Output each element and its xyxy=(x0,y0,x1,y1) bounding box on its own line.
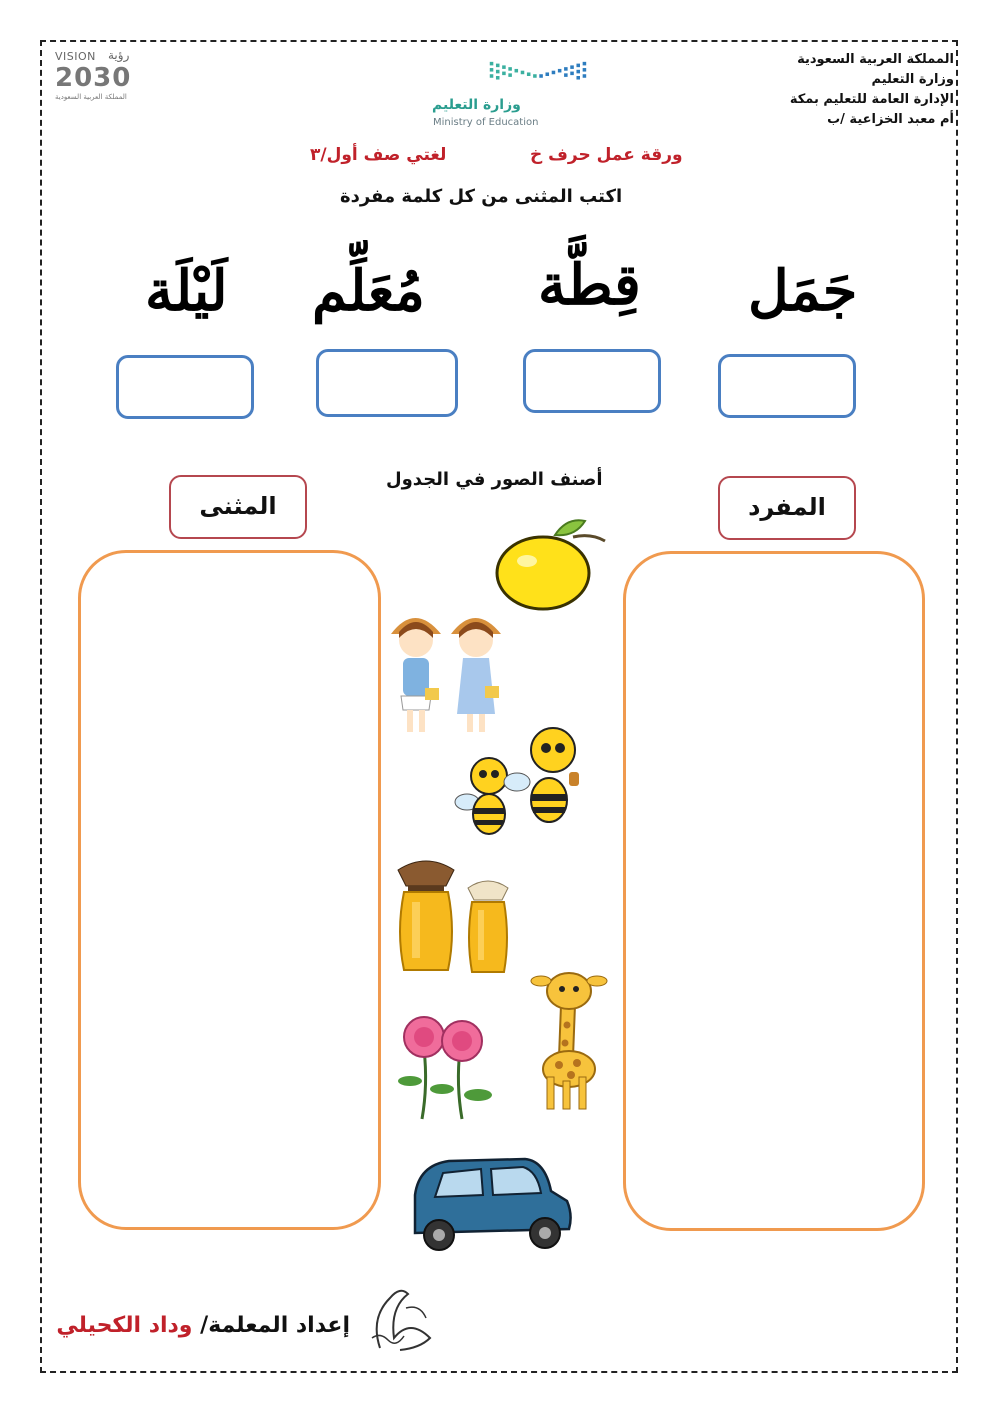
singular-label: المفرد xyxy=(718,476,856,540)
vision-logo-subtitle: المملكة العربية السعودية xyxy=(55,93,127,101)
answer-box-night[interactable] xyxy=(116,355,254,419)
footer-credit xyxy=(56,1313,350,1338)
school-line: الإدارة العامة للتعليم بمكة xyxy=(789,92,954,107)
vision-logo-english: VISION xyxy=(55,50,96,63)
ministry-logo-icon xyxy=(488,58,603,94)
word-teacher: مُعَلِّم xyxy=(312,258,425,324)
teacher-name: وداد الكحيلي xyxy=(56,1313,193,1338)
answer-box-cat[interactable] xyxy=(523,349,661,413)
signature-picture xyxy=(360,1278,445,1356)
ministry-logo-arabic: وزارة التعليم xyxy=(432,97,521,113)
singular-column[interactable] xyxy=(623,551,925,1231)
two-girls-picture[interactable] xyxy=(385,602,505,740)
vision-logo-arabic: رؤية xyxy=(108,48,130,62)
prepared-by-label: إعداد المعلمة/ xyxy=(200,1313,350,1338)
two-honey-jars-picture[interactable] xyxy=(390,852,518,980)
answer-box-camel[interactable] xyxy=(718,354,856,418)
car-picture[interactable] xyxy=(405,1155,575,1255)
school-line: المملكة العربية السعودية xyxy=(797,52,954,67)
school-line: أم معبد الخزاعية /ب xyxy=(827,112,954,127)
answer-box-teacher[interactable] xyxy=(316,349,458,417)
school-line: وزارة التعليم xyxy=(871,72,954,87)
word-night: لَيْلَة xyxy=(145,258,228,324)
subject-title: لغتي صف أول/٣ xyxy=(310,145,447,165)
ministry-logo-english: Ministry of Education xyxy=(433,117,539,128)
lemon-picture[interactable] xyxy=(495,515,613,613)
giraffe-picture[interactable] xyxy=(523,965,613,1113)
school-header xyxy=(790,50,954,130)
worksheet-title: ورقة عمل حرف خ xyxy=(530,145,683,165)
word-cat: قِطَّة xyxy=(538,252,641,318)
two-roses-picture[interactable] xyxy=(398,1015,496,1123)
word-camel: جَمَل xyxy=(748,258,858,324)
two-bees-picture[interactable] xyxy=(455,722,580,850)
vision-logo-year: 2030 xyxy=(55,63,132,93)
dual-column[interactable] xyxy=(78,550,381,1230)
instruction-dual: اكتب المثنى من كل كلمة مفردة xyxy=(340,186,623,207)
dual-label: المثنى xyxy=(169,475,307,539)
instruction-sort: أصنف الصور في الجدول xyxy=(386,469,603,490)
